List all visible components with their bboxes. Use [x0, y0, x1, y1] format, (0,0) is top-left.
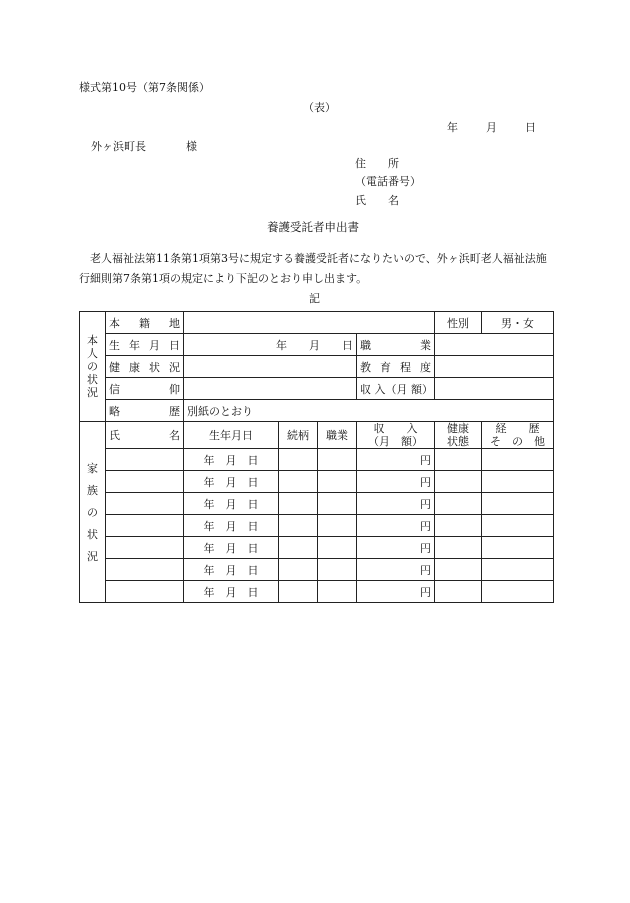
family-side-label: 家 族 の 状 況 [80, 422, 106, 603]
gender-value[interactable]: 男・女 [482, 312, 554, 334]
date-month: 月 [486, 121, 497, 134]
education-value[interactable] [435, 356, 554, 378]
family-income-cell[interactable]: 円 [357, 449, 435, 471]
family-name-header: 氏 名 [106, 422, 184, 449]
income-header-line-1: 収 入 [373, 422, 418, 435]
family-job-cell[interactable] [318, 581, 357, 603]
history-header-line-2: そ の 他 [490, 435, 545, 448]
family-row [80, 449, 554, 471]
family-history-header [482, 422, 554, 449]
family-job-cell[interactable] [318, 471, 357, 493]
religion-value[interactable] [184, 378, 357, 400]
family-row [80, 471, 554, 493]
history-value[interactable]: 別紙のとおり [184, 400, 554, 422]
family-health-header [435, 422, 482, 449]
family-birth-cell[interactable]: 年 月 日 [184, 471, 279, 493]
honseki-label: 本 籍 地 [106, 312, 184, 334]
form-number: 様式第10号（第7条関係） [79, 81, 210, 94]
document-title: 養護受託者申出書 [267, 220, 359, 234]
religion-label: 信 仰 [106, 378, 184, 400]
family-row [80, 581, 554, 603]
family-job-cell[interactable] [318, 537, 357, 559]
family-health-cell[interactable] [435, 559, 482, 581]
family-job-cell[interactable] [318, 559, 357, 581]
family-name-cell[interactable] [106, 559, 184, 581]
family-health-cell[interactable] [435, 449, 482, 471]
family-history-cell[interactable] [482, 515, 554, 537]
family-row [80, 537, 554, 559]
family-birth-cell[interactable]: 年 月 日 [184, 537, 279, 559]
address-label: 住 所 [355, 157, 399, 170]
family-birth-cell[interactable]: 年 月 日 [184, 581, 279, 603]
birth-value[interactable]: 年 月 日 [184, 334, 357, 356]
family-history-cell[interactable] [482, 581, 554, 603]
family-health-cell[interactable] [435, 515, 482, 537]
family-relation-cell[interactable] [279, 559, 318, 581]
history-label: 略 歴 [106, 400, 184, 422]
family-relation-header: 続柄 [279, 422, 318, 449]
self-row-history [80, 400, 554, 422]
family-income-cell[interactable]: 円 [357, 581, 435, 603]
education-label: 教 育 程 度 [357, 356, 435, 378]
family-birth-cell[interactable]: 年 月 日 [184, 493, 279, 515]
name-label: 氏 名 [355, 194, 399, 207]
health-value[interactable] [184, 356, 357, 378]
family-income-cell[interactable]: 円 [357, 515, 435, 537]
family-history-cell[interactable] [482, 537, 554, 559]
honorific: 様 [186, 140, 197, 153]
family-income-cell[interactable]: 円 [357, 559, 435, 581]
body-text: 老人福祉法第11条第1項第3号に規定する養護受託者になりたいので、外ヶ浜町老人福祉法施行細則第7条第1項の規定により下記のとおり申し出ます。 [79, 252, 547, 285]
family-birth-cell[interactable]: 年 月 日 [184, 449, 279, 471]
family-birth-cell[interactable]: 年 月 日 [184, 559, 279, 581]
family-row [80, 493, 554, 515]
family-job-cell[interactable] [318, 493, 357, 515]
self-row-honseki [80, 312, 554, 334]
self-row-religion [80, 378, 554, 400]
family-name-cell[interactable] [106, 515, 184, 537]
family-income-cell[interactable]: 円 [357, 493, 435, 515]
family-health-cell[interactable] [435, 493, 482, 515]
family-row [80, 559, 554, 581]
family-health-cell[interactable] [435, 581, 482, 603]
job-value[interactable] [435, 334, 554, 356]
side-label: （表） [303, 101, 336, 114]
family-income-cell[interactable]: 円 [357, 537, 435, 559]
family-history-cell[interactable] [482, 449, 554, 471]
application-date [447, 122, 536, 133]
family-job-header: 職業 [318, 422, 357, 449]
family-health-cell[interactable] [435, 537, 482, 559]
family-birth-header: 生年月日 [184, 422, 279, 449]
family-relation-cell[interactable] [279, 581, 318, 603]
date-day: 日 [525, 121, 536, 134]
family-income-cell[interactable]: 円 [357, 471, 435, 493]
family-history-cell[interactable] [482, 493, 554, 515]
family-row [80, 515, 554, 537]
family-relation-cell[interactable] [279, 493, 318, 515]
addressee [91, 141, 197, 152]
honseki-value[interactable] [184, 312, 435, 334]
family-relation-cell[interactable] [279, 537, 318, 559]
family-history-cell[interactable] [482, 559, 554, 581]
family-job-cell[interactable] [318, 515, 357, 537]
self-side-label: 本 人 の 状 況 [80, 312, 106, 422]
family-header-row [80, 422, 554, 449]
birth-label: 生 年 月 日 [106, 334, 184, 356]
family-name-cell[interactable] [106, 449, 184, 471]
family-relation-cell[interactable] [279, 449, 318, 471]
self-row-health [80, 356, 554, 378]
family-relation-cell[interactable] [279, 471, 318, 493]
self-row-birth [80, 334, 554, 356]
family-name-cell[interactable] [106, 581, 184, 603]
history-header-line-1: 経 歴 [495, 422, 540, 435]
date-year: 年 [447, 121, 458, 134]
family-relation-cell[interactable] [279, 515, 318, 537]
family-name-cell[interactable] [106, 537, 184, 559]
family-name-cell[interactable] [106, 493, 184, 515]
addressee-name: 外ヶ浜町長 [91, 140, 146, 153]
job-label: 職 業 [357, 334, 435, 356]
gender-label: 性別 [435, 312, 482, 334]
health-label: 健 康 状 況 [106, 356, 184, 378]
income-value[interactable] [435, 378, 554, 400]
health-header-line-2: 状態 [447, 435, 469, 448]
family-health-cell[interactable] [435, 471, 482, 493]
income-header-line-2: （月 額） [368, 435, 423, 448]
application-table [79, 311, 554, 603]
family-income-header [357, 422, 435, 449]
ki-label: 記 [309, 292, 320, 305]
family-job-cell[interactable] [318, 449, 357, 471]
family-birth-cell[interactable]: 年 月 日 [184, 515, 279, 537]
health-header-line-1: 健康 [447, 422, 469, 435]
phone-label: （電話番号） [355, 175, 421, 188]
family-history-cell[interactable] [482, 471, 554, 493]
family-name-cell[interactable] [106, 471, 184, 493]
income-label: 収 入（月 額） [357, 378, 435, 400]
